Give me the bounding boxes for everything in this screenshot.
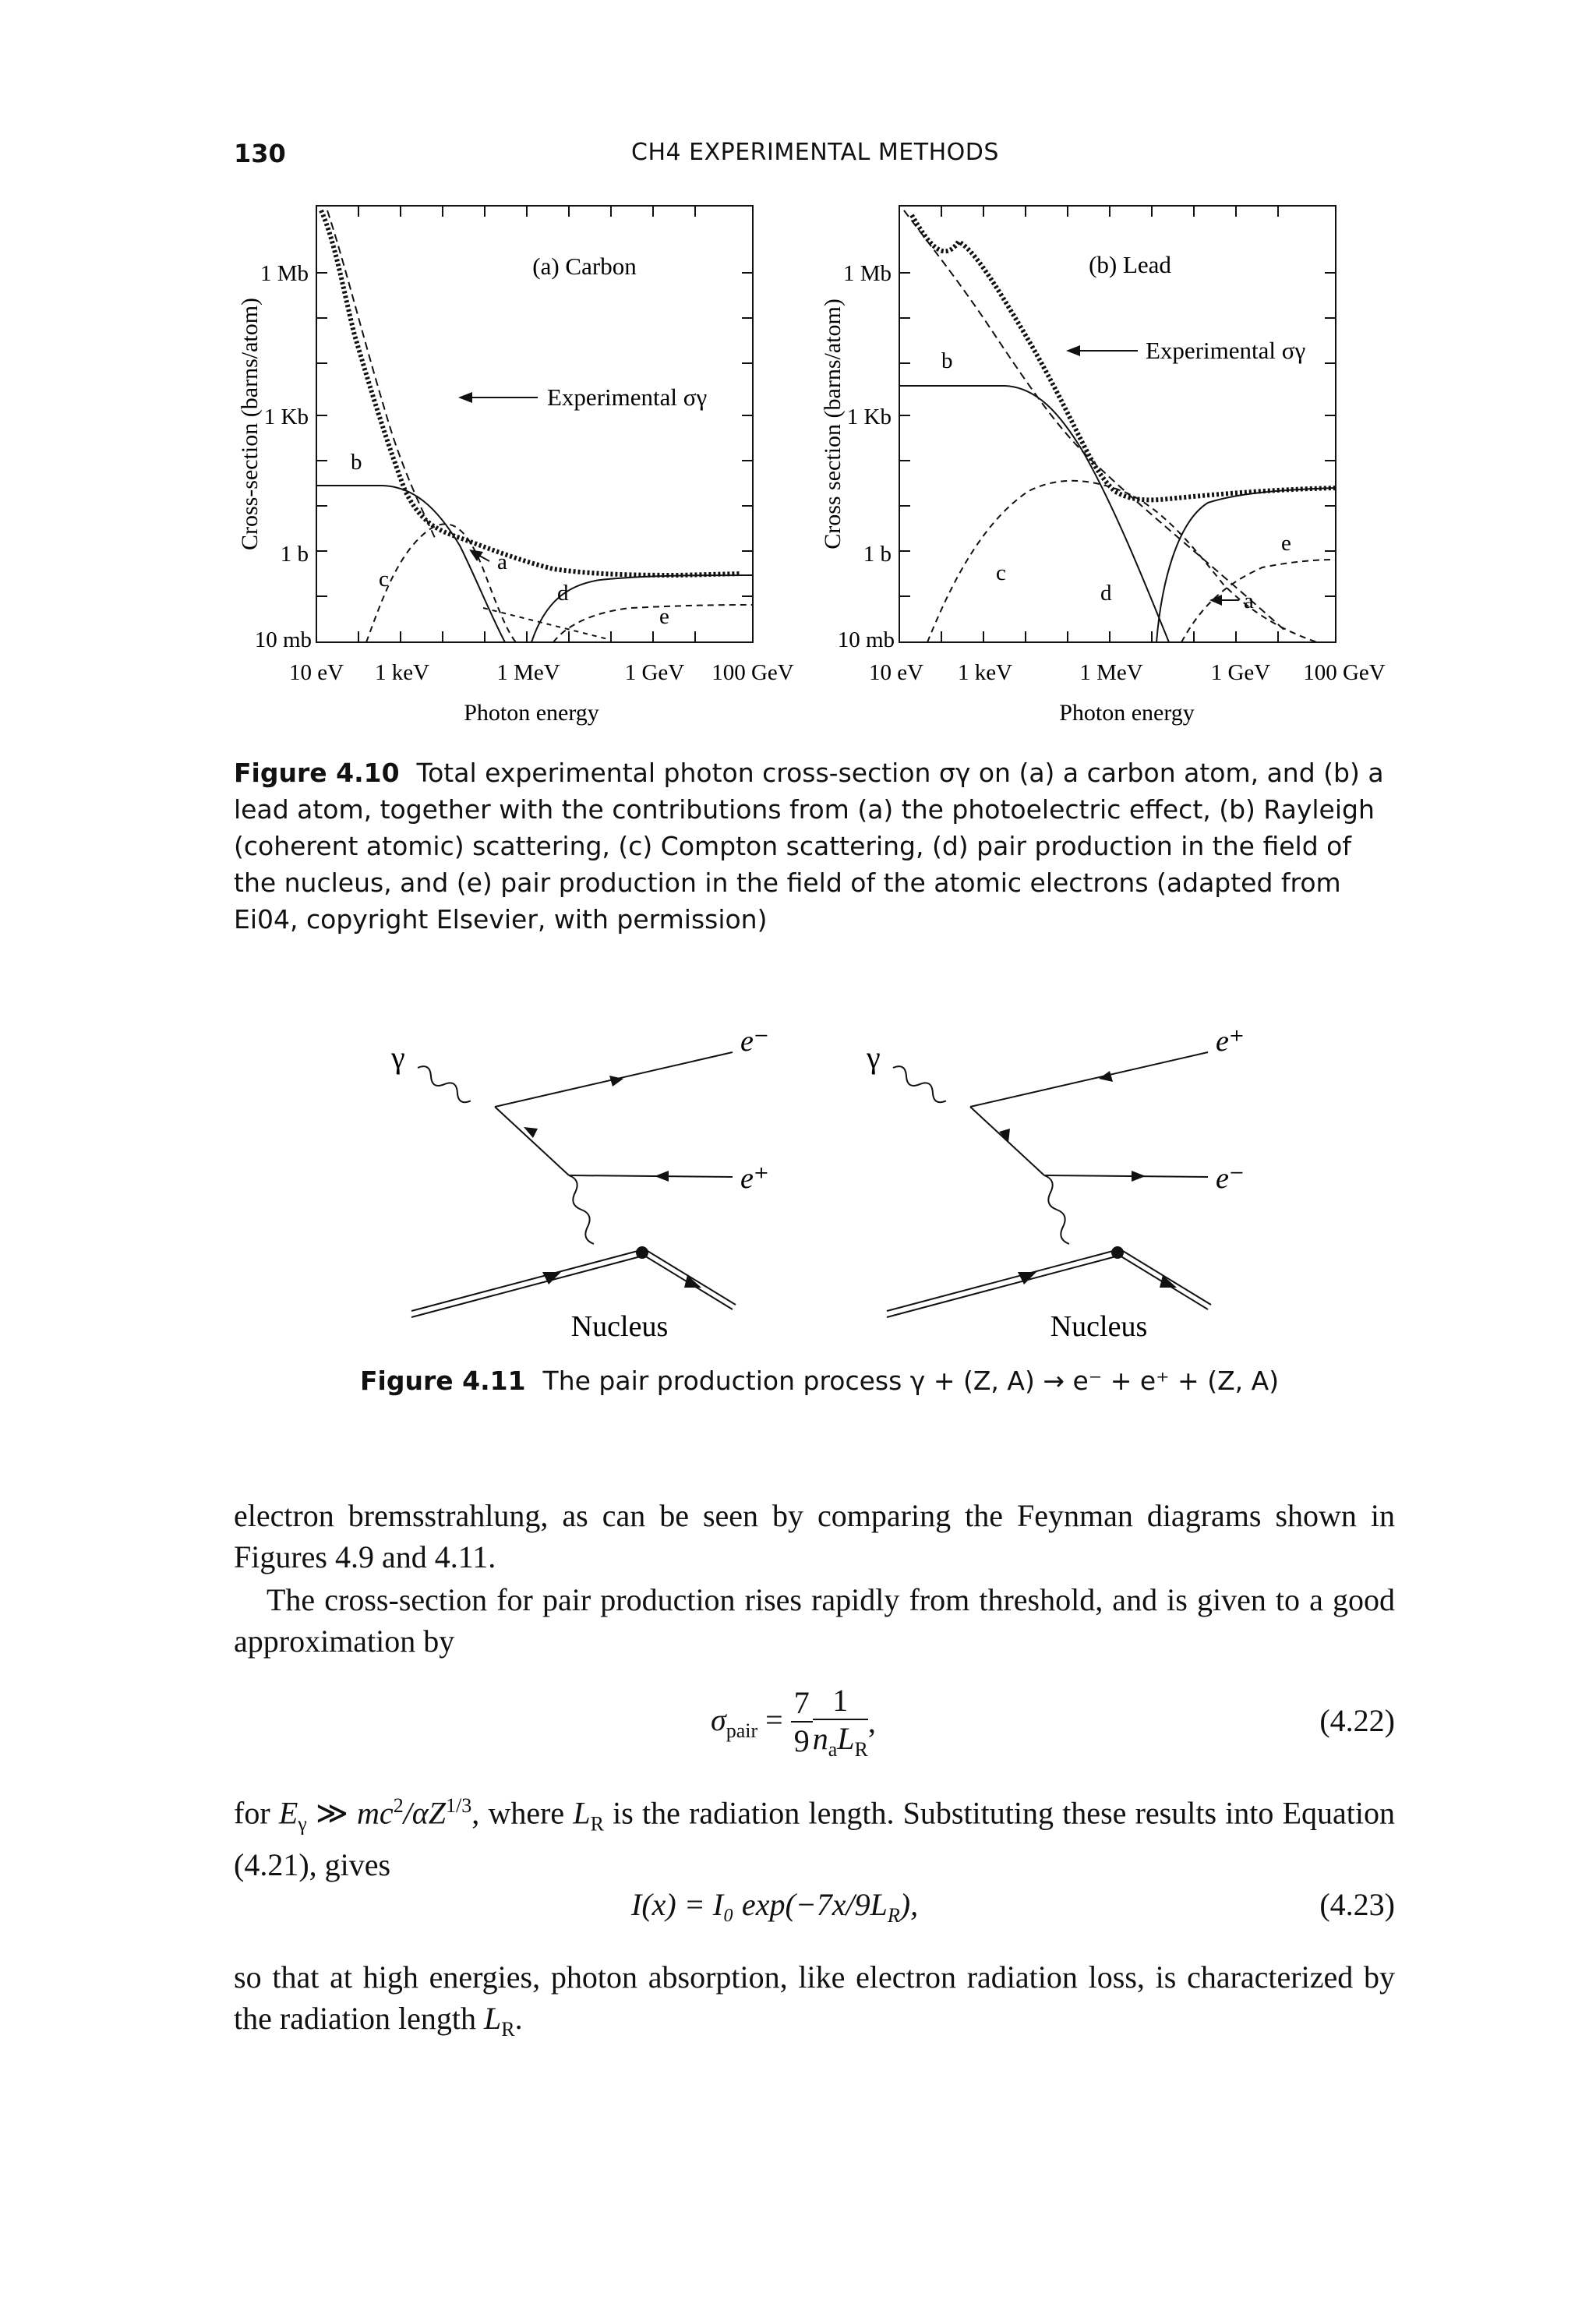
caption-text: The pair production process γ + (Z, A) → e⁻ + e⁺ + (Z, A) xyxy=(542,1366,1280,1396)
label-b: b xyxy=(941,348,953,373)
figure-4-11-caption xyxy=(360,1362,1373,1399)
numerator: 1 xyxy=(813,1682,868,1720)
den-n: n xyxy=(812,1721,828,1756)
virtual-photon-line xyxy=(1044,1175,1069,1244)
label-b: b xyxy=(351,450,362,475)
nucleus-label: Nucleus xyxy=(1050,1310,1148,1343)
label-e: e xyxy=(1281,531,1291,556)
l-symbol: L xyxy=(573,1795,591,1831)
equation-body: I(x) = I₀ exp(−7x/9L xyxy=(631,1887,888,1922)
period: . xyxy=(514,2001,523,2036)
out-mid-label: e⁺ xyxy=(740,1162,769,1195)
panel-title: (a) Carbon xyxy=(532,253,637,280)
curve-d-pair-nucleus xyxy=(1156,488,1336,642)
page-number: 130 xyxy=(234,139,286,168)
den-l: L xyxy=(837,1721,855,1756)
paragraph-3 xyxy=(234,1785,1395,1885)
arrow xyxy=(458,392,538,561)
caption-label: Figure 4.10 xyxy=(234,758,400,788)
alpha-z: /αZ xyxy=(403,1795,447,1831)
figure-4-10-panel-b xyxy=(803,195,1403,733)
arrow-marker xyxy=(1132,1171,1146,1182)
photon-line xyxy=(890,1063,948,1105)
fermion-lines xyxy=(970,1052,1208,1177)
ytick-1mb: 1 Mb xyxy=(260,261,309,286)
fermion-lines xyxy=(495,1052,733,1177)
equation-number: (4.23) xyxy=(1319,1887,1395,1922)
x-axis-label: Photon energy xyxy=(464,700,599,726)
caption-text: Total experimental photon cross-section σγ on (a) a carbon atom, and (b) a lead atom, together with the contributions from (a) the photoelectric effect, (b) Rayleigh (coherent atomic) scattering, (c) Compton scattering, (d) pair production in the field of the nucleus, and (e) pair production in the field of the atomic electrons (adapted from Ei04, copyright Elsevier, with permission) xyxy=(234,758,1384,935)
ytick-1b: 1 b xyxy=(280,542,309,567)
den-l-sub: R xyxy=(854,1738,868,1761)
nucleus-vertex xyxy=(1111,1246,1124,1259)
figure-4-11-right-diagram xyxy=(865,1021,1270,1348)
ytick-1kb: 1 Kb xyxy=(263,405,309,429)
xtick-10ev: 10 eV xyxy=(288,660,344,685)
running-head: CH4 EXPERIMENTAL METHODS xyxy=(631,139,999,166)
xtick-1kev: 1 keV xyxy=(374,660,430,685)
ytick-1b: 1 b xyxy=(863,542,892,567)
l-subscript: R xyxy=(501,2018,515,2041)
equals-sign: = xyxy=(765,1701,783,1737)
e-subscript: γ xyxy=(298,1812,307,1836)
photon-label: γ xyxy=(391,1040,405,1075)
sigma-subscript: pair xyxy=(726,1719,758,1742)
relation: ≫ xyxy=(306,1795,358,1831)
label-d: d xyxy=(557,581,569,606)
paragraph-4 xyxy=(234,1956,1395,2050)
curve-c-compton xyxy=(927,481,1317,642)
text: for xyxy=(234,1795,279,1831)
ytick-10mb: 10 mb xyxy=(254,627,312,652)
curve-b-rayleigh xyxy=(316,486,505,642)
curve-a-photoelectric xyxy=(327,210,435,538)
xtick-1gev: 1 GeV xyxy=(624,660,685,685)
curve-b-rayleigh xyxy=(899,386,1169,642)
l-subscript: R xyxy=(590,1812,604,1836)
z-exponent: 1/3 xyxy=(446,1794,472,1817)
xtick-100gev: 100 GeV xyxy=(711,660,794,685)
figure-4-11-left-diagram xyxy=(390,1021,795,1348)
equation-tail: ), xyxy=(899,1887,919,1922)
experimental-label: Experimental σγ xyxy=(1146,337,1306,364)
equation-4-23 xyxy=(234,1886,1395,1933)
panel-title: (b) Lead xyxy=(1089,251,1171,278)
figure-4-10-caption xyxy=(234,754,1395,938)
label-a: a xyxy=(1244,588,1254,613)
page-header xyxy=(234,139,1393,173)
xtick-100gev: 100 GeV xyxy=(1303,660,1386,685)
photon-line xyxy=(415,1063,473,1105)
out-mid-label: e⁻ xyxy=(1216,1162,1245,1195)
text: is the radiation length. Substituting these results into Equation (4.21), gives xyxy=(234,1795,1396,1883)
den-n-sub: a xyxy=(828,1738,838,1761)
text: so that at high energies, photon absorption, like electron radiation loss, is characterized by the radiation length xyxy=(234,1959,1395,2036)
l-symbol: L xyxy=(484,2001,502,2036)
nucleus-vertex xyxy=(636,1246,648,1259)
sigma-symbol: σ xyxy=(711,1701,726,1737)
experimental-label: Experimental σγ xyxy=(547,383,708,411)
label-c: c xyxy=(379,567,389,592)
paragraph-1: electron bremsstrahlung, as can be seen by comparing the Feynman diagrams shown in Figures 4.9 and 4.11. xyxy=(234,1498,1395,1574)
equation-subscript: R xyxy=(887,1904,900,1927)
eq-comma: , xyxy=(867,1704,876,1740)
caption-label: Figure 4.11 xyxy=(360,1366,526,1396)
mc-symbol: mc xyxy=(357,1795,394,1831)
ytick-1kb: 1 Kb xyxy=(846,405,892,429)
equation-4-22 xyxy=(234,1682,1395,1768)
label-e: e xyxy=(659,604,669,629)
arrow-marker xyxy=(655,1171,669,1182)
fraction-7-9 xyxy=(791,1684,813,1759)
out-top-label: e⁺ xyxy=(1216,1025,1245,1058)
xtick-10ev: 10 eV xyxy=(868,660,924,685)
y-axis-label: Cross section (barns/atom) xyxy=(820,299,846,549)
denominator: 9 xyxy=(793,1723,810,1758)
label-c: c xyxy=(996,560,1006,585)
fraction-1-nl xyxy=(813,1682,868,1761)
nucleus-label: Nucleus xyxy=(570,1310,669,1343)
ytick-10mb: 10 mb xyxy=(837,627,895,652)
xtick-1mev: 1 MeV xyxy=(496,660,560,685)
out-top-label: e⁻ xyxy=(740,1025,769,1058)
xtick-1kev: 1 keV xyxy=(957,660,1013,685)
label-d: d xyxy=(1100,581,1112,606)
xtick-1mev: 1 MeV xyxy=(1079,660,1143,685)
mc-exponent: 2 xyxy=(393,1794,404,1817)
figure-4-10-panel-a xyxy=(226,195,818,733)
text: , where xyxy=(471,1795,574,1831)
curve-e-pair-electron xyxy=(1181,560,1336,642)
virtual-photon-line xyxy=(569,1175,594,1244)
ytick-1mb: 1 Mb xyxy=(842,261,892,286)
photon-label: γ xyxy=(867,1040,881,1075)
paragraph-2: The cross-section for pair production rises rapidly from threshold, and is given to a good approximation by xyxy=(234,1582,1395,1659)
e-symbol: E xyxy=(278,1795,298,1831)
y-axis-label: Cross-section (barns/atom) xyxy=(237,297,263,551)
equation-number: (4.22) xyxy=(1319,1703,1395,1738)
numerator: 7 xyxy=(791,1684,813,1723)
x-axis-label: Photon energy xyxy=(1059,700,1195,726)
xtick-1gev: 1 GeV xyxy=(1210,660,1271,685)
label-a: a xyxy=(497,549,507,574)
